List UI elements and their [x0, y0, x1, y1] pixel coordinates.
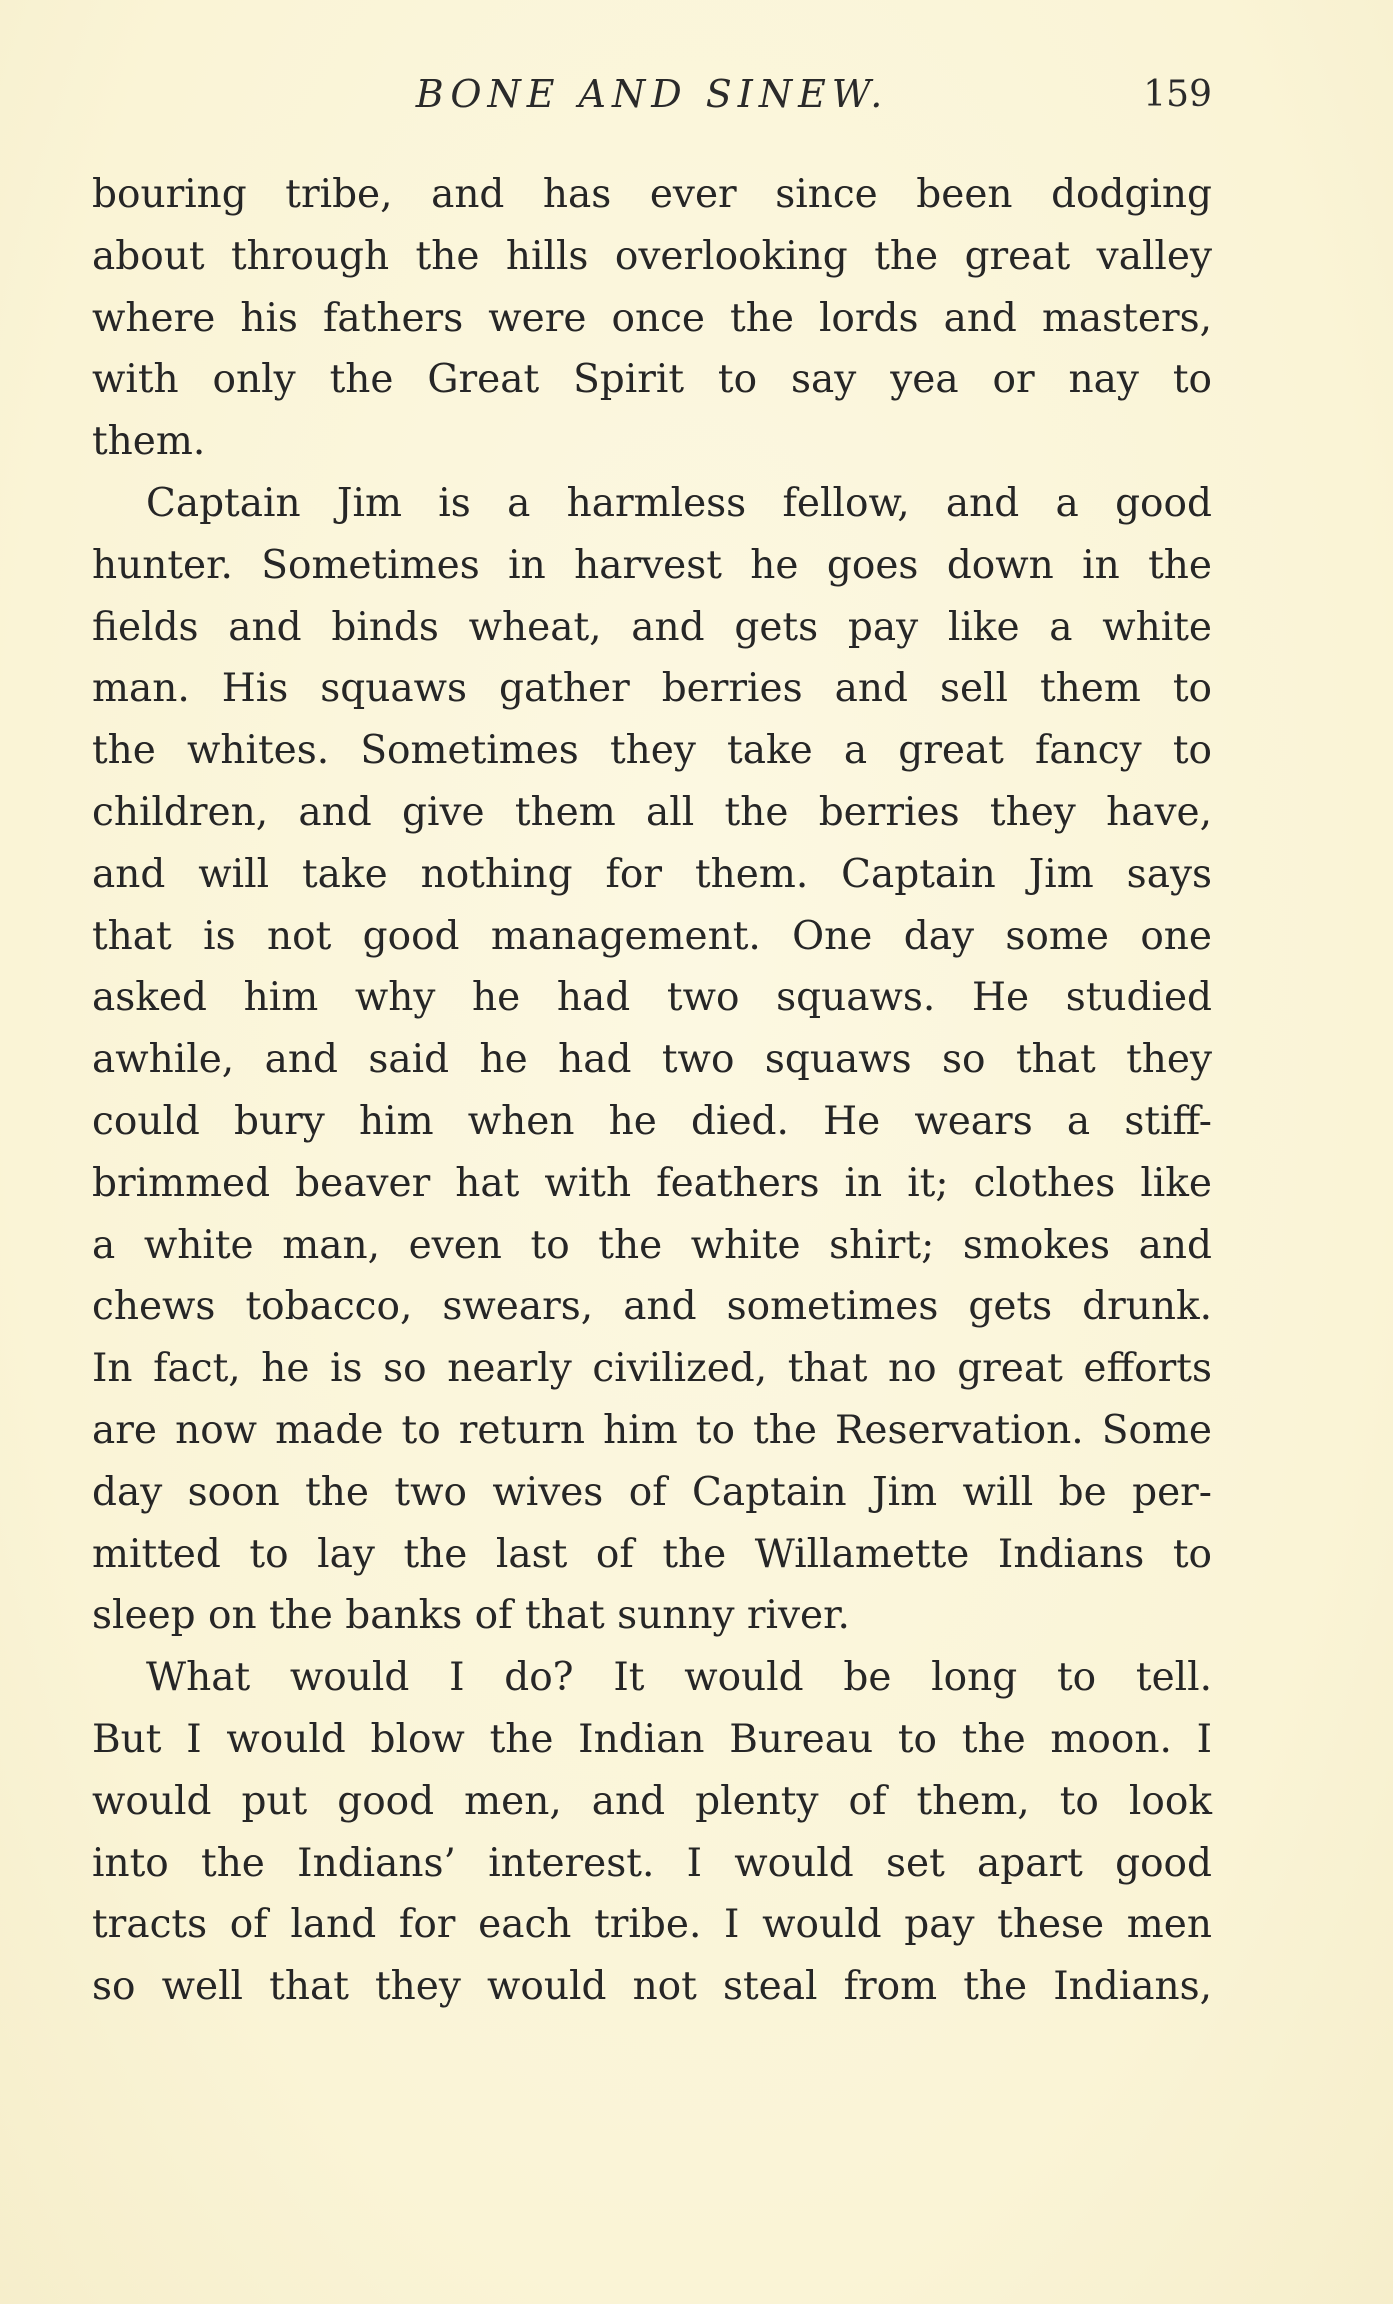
text-line: children, and give them all the berries they have, [92, 789, 1212, 835]
text-line: fields and binds wheat, and gets pay like a white [92, 604, 1212, 650]
text-line: But I would blow the Indian Bureau to the moon. I [92, 1716, 1212, 1762]
text-line: awhile, and said he had two squaws so that they [92, 1037, 1212, 1083]
text-line: into the Indians’ interest. I would set apart good [92, 1840, 1212, 1886]
text-line: a white man, even to the white shirt; smokes and [92, 1222, 1212, 1268]
paragraph [92, 1647, 1212, 2018]
text-line: chews tobacco, swears, and sometimes gets drunk. [92, 1284, 1212, 1330]
text-line: day soon the two wives of Captain Jim will be per- [92, 1469, 1212, 1515]
text-line: asked him why he had two squaws. He studied [92, 975, 1212, 1021]
body-text [92, 164, 1212, 2018]
text-line: Captain Jim is a harmless fellow, and a good [146, 480, 1212, 526]
paragraph [92, 164, 1212, 473]
text-line: tracts of land for each tribe. I would pay these men [92, 1902, 1212, 1948]
text-line: and will take nothing for them. Captain Jim says [92, 851, 1212, 897]
paragraph [92, 473, 1212, 1647]
text-line: man. His squaws gather berries and sell them to [92, 666, 1212, 712]
running-head: BONE AND SINEW. [415, 72, 889, 116]
text-line: are now made to return him to the Reservation. Some [92, 1407, 1212, 1453]
text-line: mitted to lay the last of the Willamette Indians to [92, 1531, 1212, 1577]
text-line: hunter. Sometimes in harvest he goes down in the [92, 542, 1212, 588]
text-line: that is not good management. One day some one [92, 913, 1212, 959]
text-line: could bury him when he died. He wears a stiff- [92, 1098, 1212, 1144]
page-number: 159 [1143, 74, 1212, 115]
text-line: with only the Great Spirit to say yea or nay to [92, 357, 1212, 403]
page-header [92, 72, 1212, 128]
text-line: bouring tribe, and has ever since been dodging [92, 172, 1212, 217]
text-line: brimmed beaver hat with feathers in it; clothes like [92, 1160, 1212, 1206]
text-line: them. [92, 419, 206, 465]
text-line: would put good men, and plenty of them, to look [92, 1778, 1212, 1824]
text-line: where his fathers were once the lords and masters, [92, 295, 1212, 341]
text-line: about through the hills overlooking the great valley [92, 233, 1212, 279]
text-line: In fact, he is so nearly civilized, that no great efforts [92, 1346, 1212, 1392]
text-line: so well that they would not steal from the Indians, [92, 1964, 1212, 2010]
text-line: sleep on the banks of that sunny river. [92, 1593, 850, 1639]
text-line: What would I do? It would be long to tell. [146, 1655, 1212, 1701]
text-line: the whites. Sometimes they take a great fancy to [92, 728, 1212, 774]
